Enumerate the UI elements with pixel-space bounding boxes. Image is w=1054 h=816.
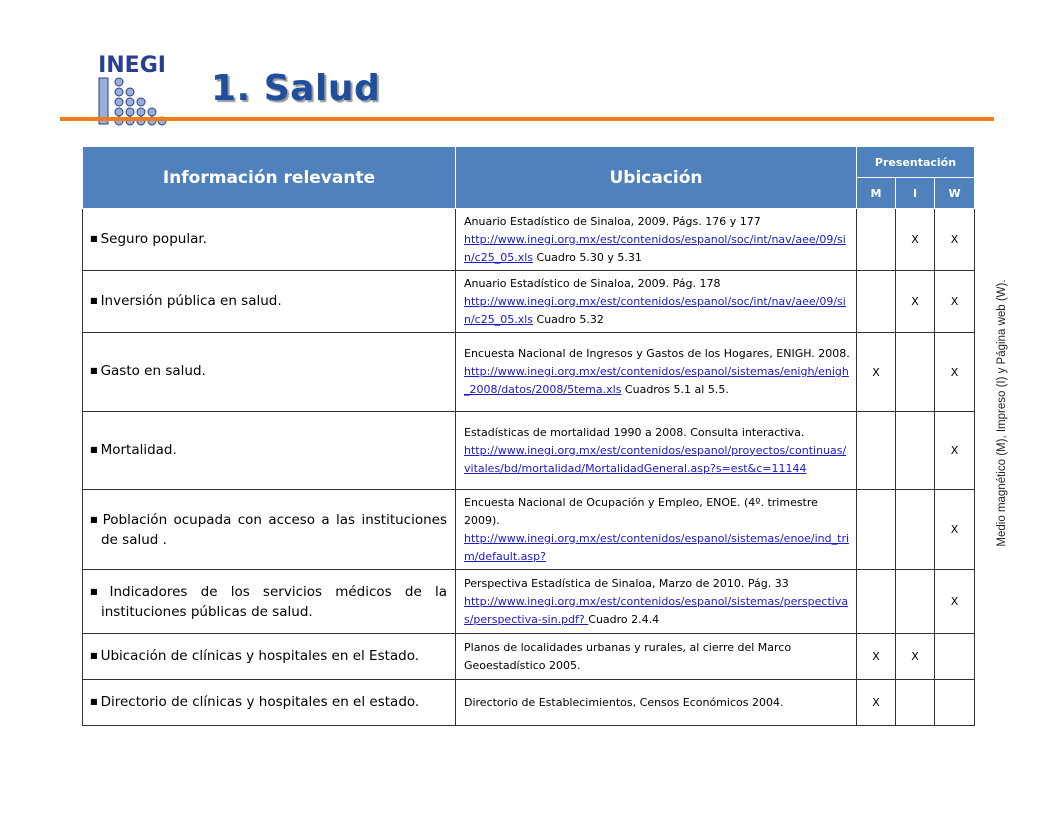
row-label: ■ Inversión pública en salud. xyxy=(101,293,282,309)
mark-w: X xyxy=(935,271,975,333)
row-label: ■ Seguro popular. xyxy=(101,231,207,247)
row-label: ■ Ubicación de clínicas y hospitales en el Estado. xyxy=(101,648,419,664)
row-label: ■ Indicadores de los servicios médicos de la instituciones públicas de salud. xyxy=(101,584,447,620)
mark-i xyxy=(896,570,935,634)
table-row xyxy=(83,271,975,333)
source-text: Encuesta Nacional de Ocupación y Empleo, ENOE. (4º. trimestre 2009). xyxy=(464,495,818,527)
row-label: ■ Mortalidad. xyxy=(101,442,177,458)
source-text: Perspectiva Estadística de Sinaloa, Marzo de 2010. Pág. 33 xyxy=(464,576,789,590)
mark-i xyxy=(896,680,935,726)
source-note: Cuadro 5.30 y 5.31 xyxy=(533,250,642,264)
row-label: ■ Gasto en salud. xyxy=(101,363,206,379)
source-link[interactable]: http://www.inegi.org.mx/est/contenidos/espanol/sistemas/enigh/enigh_2008/datos/2008/5tema.xls xyxy=(464,365,849,396)
row-label: ■ Directorio de clínicas y hospitales en el estado. xyxy=(101,694,419,710)
header-m: M xyxy=(857,178,896,209)
mark-w xyxy=(935,634,975,680)
mark-w: X xyxy=(935,333,975,412)
table-row xyxy=(83,680,975,726)
mark-i: X xyxy=(896,209,935,271)
mark-w: X xyxy=(935,209,975,271)
source-note: Cuadro 2.4.4 xyxy=(588,612,660,626)
mark-i xyxy=(896,333,935,412)
table-row xyxy=(83,333,975,412)
info-table xyxy=(82,146,975,726)
mark-i: X xyxy=(896,271,935,333)
source-text: Planos de localidades urbanas y rurales, al cierre del Marco Geoestadístico 2005. xyxy=(464,640,792,672)
source-link[interactable]: http://www.inegi.org.mx/est/contenidos/espanol/soc/int/nav/aee/09/sin/c25_05.xls xyxy=(464,294,846,326)
header-presentacion: Presentación xyxy=(857,147,975,178)
table-row xyxy=(83,570,975,634)
table-row xyxy=(83,209,975,271)
source-link[interactable]: http://www.inegi.org.mx/est/contenidos/espanol/sistemas/perspectivas/perspectiva-sin.pdf? xyxy=(464,594,849,626)
mark-m: X xyxy=(857,634,896,680)
header-divider xyxy=(60,117,994,121)
mark-m xyxy=(857,271,896,333)
header-i: I xyxy=(896,178,935,209)
mark-w: X xyxy=(935,412,975,490)
source-text: Anuario Estadístico de Sinaloa, 2009. Págs. 176 y 177 xyxy=(464,214,761,228)
mark-m: X xyxy=(857,680,896,726)
mark-w: X xyxy=(935,570,975,634)
mark-w xyxy=(935,680,975,726)
mark-i: X xyxy=(896,634,935,680)
table-row xyxy=(83,490,975,570)
header-w: W xyxy=(935,178,975,209)
mark-w: X xyxy=(935,490,975,570)
source-link[interactable]: http://www.inegi.org.mx/est/contenidos/espanol/sistemas/enoe/ind_trim/default.asp? xyxy=(464,531,850,563)
table-row xyxy=(83,412,975,490)
source-note: Cuadro 5.32 xyxy=(533,312,604,326)
inegi-logo xyxy=(96,50,168,127)
source-text: Encuesta Nacional de Ingresos y Gastos de los Hogares, ENIGH. 2008. xyxy=(464,347,850,360)
source-link[interactable]: http://www.inegi.org.mx/est/contenidos/espanol/proyectos/continuas/vitales/bd/mortalidad/MortalidadGeneral.asp?s=est&c=11144 xyxy=(464,443,847,475)
mark-m xyxy=(857,490,896,570)
mark-i xyxy=(896,412,935,490)
mark-i xyxy=(896,490,935,570)
page-title: 1. Salud xyxy=(211,68,381,109)
header-ubicacion: Ubicación xyxy=(456,147,857,209)
header-info: Información relevante xyxy=(83,147,456,209)
source-link[interactable]: http://www.inegi.org.mx/est/contenidos/espanol/soc/int/nav/aee/09/sin/c25_05.xls xyxy=(464,232,846,264)
table-row xyxy=(83,634,975,680)
mark-m: X xyxy=(857,333,896,412)
presentation-legend: Medio magnético (M), Impreso (I) y Página web (W). xyxy=(996,279,1008,547)
source-note: Cuadros 5.1 al 5.5. xyxy=(621,383,729,396)
row-label: ■ Población ocupada con acceso a las instituciones de salud . xyxy=(101,512,447,548)
mark-m xyxy=(857,412,896,490)
logo-wordmark: INEGI xyxy=(98,53,166,78)
source-text: Directorio de Establecimientos, Censos Económicos 2004. xyxy=(464,695,784,709)
mark-m xyxy=(857,570,896,634)
source-text: Anuario Estadístico de Sinaloa, 2009. Pág. 178 xyxy=(464,276,721,290)
mark-m xyxy=(857,209,896,271)
source-text: Estadísticas de mortalidad 1990 a 2008. Consulta interactiva. xyxy=(464,425,805,439)
